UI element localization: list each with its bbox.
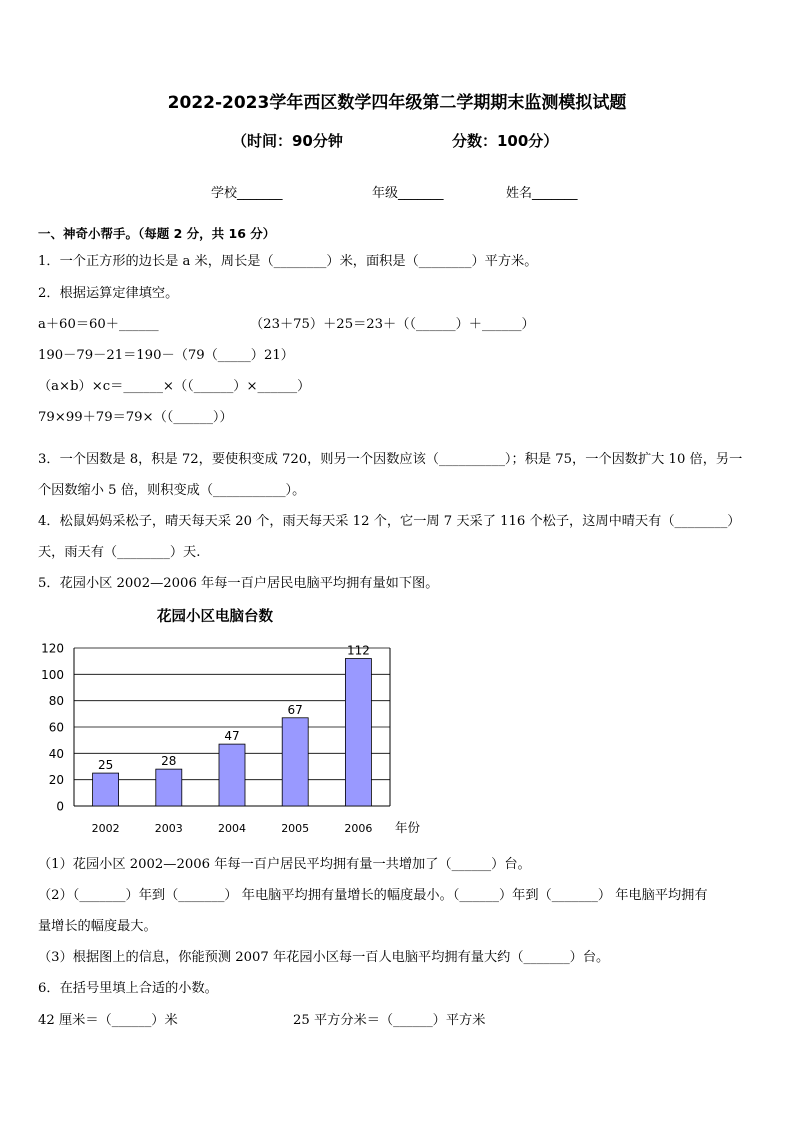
- exam-time: （时间：90分钟: [232, 132, 343, 150]
- question-5-2-line-2: 量增长的幅度最大。: [38, 919, 157, 934]
- school-field[interactable]: 学校_______: [211, 186, 283, 201]
- y-tick-label: 60: [48, 720, 64, 735]
- question-2c: 190－79－21＝190－（79（_____）21）: [38, 348, 294, 363]
- y-tick-label: 20: [48, 773, 64, 788]
- question-3-line-2: 个因数缩小 5 倍，则积变成（___________）。: [38, 483, 306, 498]
- question-6: 6．在括号里填上合适的小数。: [38, 981, 218, 996]
- question-2: 2．根据运算定律填空。: [38, 286, 179, 301]
- bar-chart: [30, 600, 460, 840]
- question-6a: 42 厘米＝（______）米: [38, 1013, 178, 1028]
- x-tick-label: 2006: [344, 822, 373, 835]
- data-label: 67: [287, 702, 303, 717]
- name-field[interactable]: 姓名_______: [506, 186, 578, 201]
- bar: [219, 744, 245, 806]
- bar: [345, 659, 371, 806]
- y-tick-label: 40: [48, 746, 64, 761]
- x-tick-label: 2005: [281, 822, 310, 835]
- x-axis-label: 年份: [395, 820, 421, 835]
- y-tick-label: 100: [41, 667, 64, 682]
- bar: [156, 769, 182, 806]
- section-heading: 一、神奇小帮手。（每题 2 分，共 16 分）: [38, 226, 276, 241]
- y-tick-label: 0: [56, 799, 64, 814]
- y-tick-label: 80: [48, 694, 64, 709]
- question-5-2-line-1: （2）（_______）年到（_______） 年电脑平均拥有量增长的幅度最小。（______）年到（_______） 年电脑平均拥有: [38, 888, 708, 903]
- question-2d: （a×b）×c＝______×（（______）×______）: [38, 379, 311, 394]
- y-tick-label: 120: [41, 641, 64, 656]
- x-tick-label: 2004: [218, 822, 246, 835]
- x-tick-label: 2002: [91, 822, 120, 835]
- bar: [93, 773, 119, 806]
- question-4-line-2: 天，雨天有（________）天.: [38, 545, 201, 560]
- question-5: 5．花园小区 2002—2006 年每一百户居民电脑平均拥有量如下图。: [38, 576, 439, 591]
- question-2b: （23＋75）＋25＝23＋（（______）＋______）: [250, 317, 535, 332]
- x-tick-label: 2003: [154, 822, 183, 835]
- question-6b: 25 平方分米＝（______）平方米: [293, 1013, 486, 1028]
- question-3-line-1: 3．一个因数是 8，积是 72，要使积变成 720，则另一个因数应该（__________）；积是 75，一个因数扩大 10 倍，另一: [38, 452, 743, 467]
- data-label: 112: [346, 643, 370, 658]
- question-5-1: （1）花园小区 2002—2006 年每一百户居民平均拥有量一共增加了（______）台。: [38, 857, 531, 872]
- question-2a: a＋60＝60＋______: [38, 317, 159, 332]
- data-label: 28: [161, 754, 177, 769]
- question-5-3: （3）根据图上的信息，你能预测 2007 年花园小区每一百人电脑平均拥有量大约（_______）台。: [38, 950, 610, 965]
- page-title: 2022-2023学年西区数学四年级第二学期期末监测模拟试题: [167, 93, 627, 113]
- exam-score: 分数：100分）: [452, 132, 559, 150]
- grade-field[interactable]: 年级_______: [372, 186, 444, 201]
- question-4-line-1: 4．松鼠妈妈采松子，晴天每天采 20 个，雨天每天采 12 个，它一周 7 天采了 116 个松子，这周中晴天有（________）: [38, 514, 741, 529]
- bar: [282, 718, 308, 806]
- data-label: 47: [224, 729, 240, 744]
- question-2e: 79×99＋79＝79×（（______））: [38, 410, 233, 425]
- data-label: 25: [97, 758, 114, 773]
- chart-title: 花园小区电脑台数: [157, 609, 273, 625]
- question-1: 1．一个正方形的边长是 a 米，周长是（________）米，面积是（________）平方米。: [38, 254, 538, 269]
